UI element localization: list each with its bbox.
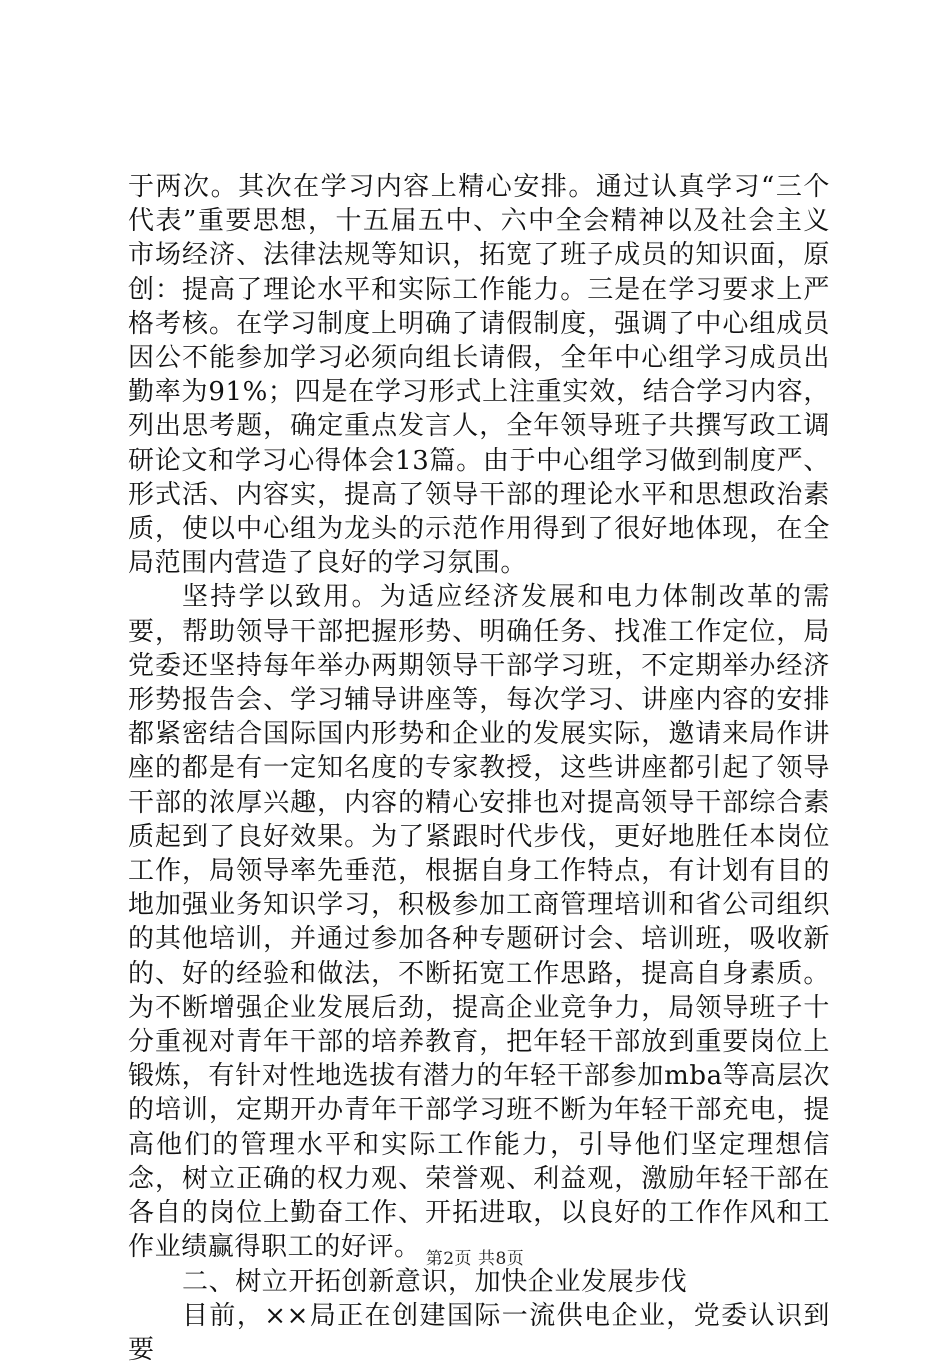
document-body (128, 170, 830, 1367)
paragraph-apply-learning: 坚持学以致用。为适应经济发展和电力体制改革的需要，帮助领导干部把握形势、明确任务、找准工作定位，局党委还坚持每年举办两期领导干部学习班，不定期举办经济形势报告会、学习辅导讲座等，每次学习、讲座内容的安排都紧密结合国际国内形势和企业的发展实际，邀请来局作讲座的都是有一定知名度的专家教授，这些讲座都引起了领导干部的浓厚兴趣，内容的精心安排也对提高领导干部综合素质起到了良好效果。为了紧跟时代步伐，更好地胜任本岗位工作，局领导率先垂范，根据自身工作特点，有计划有目的地加强业务知识学习，积极参加工商管理培训和省公司组织的其他培训，并通过参加各种专题研讨会、培训班，吸收新的、好的经验和做法，不断拓宽工作思路，提高自身素质。为不断增强企业发展后劲，提高企业竞争力，局领导班子十分重视对青年干部的培养教育，把年轻干部放到重要岗位上锻炼，有针对性地选拔有潜力的年轻干部参加mba等高层次的培训，定期开办青年干部学习班不断为年轻干部充电，提高他们的管理水平和实际工作能力，引导他们坚定理想信念，树立正确的权力观、荣誉观、利益观，激励年轻干部在各自的岗位上勤奋工作、开拓进取，以良好的工作作风和工作业绩赢得职工的好评。 (128, 582, 830, 1263)
section-heading-innovation: 二、树立开拓创新意识，加快企业发展步伐 (182, 1266, 688, 1297)
paragraph-continued-study-content: 于两次。其次在学习内容上精心安排。通过认真学习“三个代表”重要思想，十五届五中、六中全会精神以及社会主义市场经济、法律法规等知识，拓宽了班子成员的知识面，原创：提高了理论水平和实际工作能力。三是在学习要求上严格考核。在学习制度上明确了请假制度，强调了中心组成员因公不能参加学习必须向组长请假，全年中心组学习成员出勤率为91%；四是在学习形式上注重实效，结合学习内容，列出思考题，确定重点发言人，全年领导班子共撰写政工调研论文和学习心得体会13篇。由于中心组学习做到制度严、形式活、内容实，提高了领导干部的理论水平和思想政治素质，使以中心组为龙头的示范作用得到了很好地体现，在全局范围内营造了良好的学习氛围。 (128, 172, 830, 579)
paragraph-current-status: 目前，××局正在创建国际一流供电企业，党委认识到要 (128, 1300, 830, 1365)
page-number-footer: 第2页 共8页 (425, 1249, 525, 1269)
